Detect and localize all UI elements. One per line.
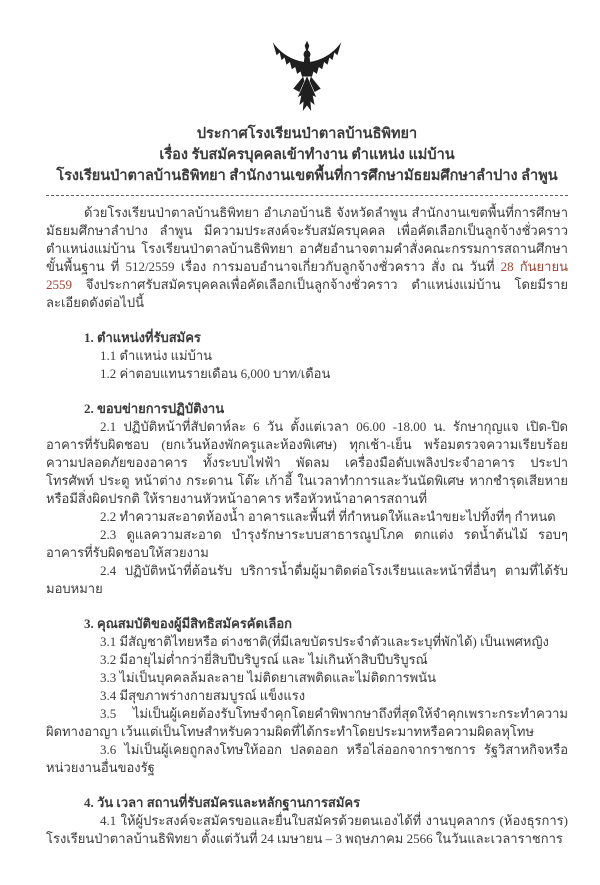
section-3-item-1: 3.1 มีสัญชาติไทยหรือ ต่างชาติ(ที่มีเลขบัตรประจำตัวและระบุที่พักได้) เป็นเพศหญิง: [100, 634, 549, 649]
section-3-item-2: 3.2 มีอายุไม่ต่ำกว่ายี่สิบปีบริบูรณ์ และ ไม่เกินห้าสิบปีบริบูรณ์: [100, 652, 428, 667]
section-2-item-1: 2.1 ปฏิบัติหน้าที่สัปดาห์ละ 6 วัน ตั้งแต่เวลา 06.00 -18.00 น. รักษากุญแจ เปิด-ปิด อาคารที่รับผิดชอบ (ยกเว้นห้องพักครูและห้องพิเศษ) ทุกเช้า-เย็น พร้อมตรวจความเรียบร้อย ความปลอดภัยของอาคาร ทั้งระบบไฟฟ้า พัดลม เครื่องมือดับเพลิงประจำอาคาร ประปา โทรศัพท์ ประตู หน้าต่าง กระดาน โต๊ะ เก้าอี้ ในเวลาทำการและวันนัดพิเศษ หากชำรุดเสียหาย หรือมีสิ่งผิดปรกติ ให้รายงานหัวหน้าอาคาร หรือหัวหน้าอาคารสถานที่: [46, 419, 568, 506]
section-1-item-2: 1.2 ค่าตอบแทนรายเดือน 6,000 บาท/เดือน: [100, 366, 331, 381]
announcement-subject: เรื่อง รับสมัครบุคคลเข้าทำงาน ตำแหน่ง แม่บ้าน: [159, 147, 455, 163]
intro-text-after-date: จึงประกาศรับสมัครบุคคลเพื่อคัดเลือกเป็นลูกจ้างชั่วคราว ตำแหน่งแม่บ้าน โดยมีรายละเอียดดังต่อไปนี้: [46, 277, 568, 310]
section-1-heading: 1. ตำแหน่งที่รับสมัคร: [84, 330, 201, 345]
section-4-heading: 4. วัน เวลา สถานที่รับสมัครและหลักฐานการสมัคร: [84, 795, 361, 810]
dashed-divider: [46, 195, 568, 196]
intro-paragraph: [46, 204, 568, 312]
section-4-item-1: 4.1 ให้ผู้ประสงค์จะสมัครขอและยื่นใบสมัครด้วยตนเองได้ที่ งานบุคลากร (ห้องธุรการ) โรงเรียนป่าตาลบ้านธิพิทยา ตั้งแต่วันที่ 24 เมษายน – 3 พฤษภาคม 2566 ในวันและเวลาราชการ: [46, 813, 568, 846]
section-2-item-2: 2.2 ทำความสะอาดห้องน้ำ อาคารและพื้นที่ ที่กำหนดให้และนำขยะไปทิ้งที่ๆ กำหนด: [100, 509, 556, 524]
section-3-item-6: 3.6 ไม่เป็นผู้เคยถูกลงโทษให้ออก ปลดออก หรือไล่ออกจากราชการ รัฐวิสาหกิจหรือหน่วยงานอื่นของรัฐ: [46, 742, 568, 775]
announcement-organization: โรงเรียนป่าตาลบ้านธิพิทยา สำนักงานเขตพื้นที่การศึกษามัธยมศึกษาลำปาง ลำพูน: [56, 168, 558, 184]
section-3-heading: 3. คุณสมบัติของผู้มีสิทธิสมัครคัดเลือก: [84, 616, 293, 631]
section-2-item-4: 2.4 ปฏิบัติหน้าที่ต้อนรับ บริการน้ำดื่มผู้มาติดต่อโรงเรียนและหน้าที่อื่นๆ ตามที่ได้รับมอบหมาย: [46, 563, 568, 596]
announcement-title: ประกาศโรงเรียนป่าตาลบ้านธิพิทยา: [196, 126, 418, 142]
section-1-item-1: 1.1 ตำแหน่ง แม่บ้าน: [100, 348, 213, 363]
order-date: 28 กันยายน 2559: [46, 259, 568, 292]
intro-text-before-date: ด้วยโรงเรียนป่าตาลบ้านธิพิทยา อำเภอบ้านธิ จังหวัดลำพูน สำนักงานเขตพื้นที่การศึกษามัธยมศึกษาลำปาง ลำพูน มีความประสงค์จะรับสมัครบุคคล เพื่อคัดเลือกเป็นลูกจ้างชั่วคราวตำแหน่งแม่บ้าน โรงเรียนป่าตาลบ้านธิพิทยา อาศัยอำนาจตามคำสั่งคณะกรรมการสถานศึกษาขั้นพื้นฐาน ที่ 512/2559 เรื่อง การมอบอำนาจเกี่ยวกับลูกจ้างชั่วคราว สั่ง ณ วันที่: [46, 205, 568, 274]
section-3-item-3: 3.3 ไม่เป็นบุคคลล้มละลาย ไม่ติดยาเสพติดและไม่ติดการพนัน: [100, 670, 436, 685]
emblem-row: [46, 40, 568, 116]
section-2-heading: 2. ขอบข่ายการปฏิบัติงาน: [84, 401, 225, 416]
section-3-item-4: 3.4 มีสุขภาพร่างกายสมบูรณ์ แข็งแรง: [100, 688, 306, 703]
thai-garuda-emblem-icon: [265, 40, 349, 116]
section-3-item-5: 3.5 ไม่เป็นผู้เคยต้องรับโทษจำคุกโดยคำพิพากษาถึงที่สุดให้จำคุกเพราะกระทำความผิดทางอาญา เว้นแต่เป็นโทษสำหรับความผิดที่ได้กระทำโดยประมาทหรือความผิดลหุโทษ: [46, 706, 568, 739]
section-2-item-3: 2.3 ดูแลความสะอาด บำรุงรักษาระบบสาธารณูปโภค ตกแต่ง รดน้ำต้นไม้ รอบๆ อาคารที่รับผิดชอบให้สวยงาม: [46, 527, 568, 560]
